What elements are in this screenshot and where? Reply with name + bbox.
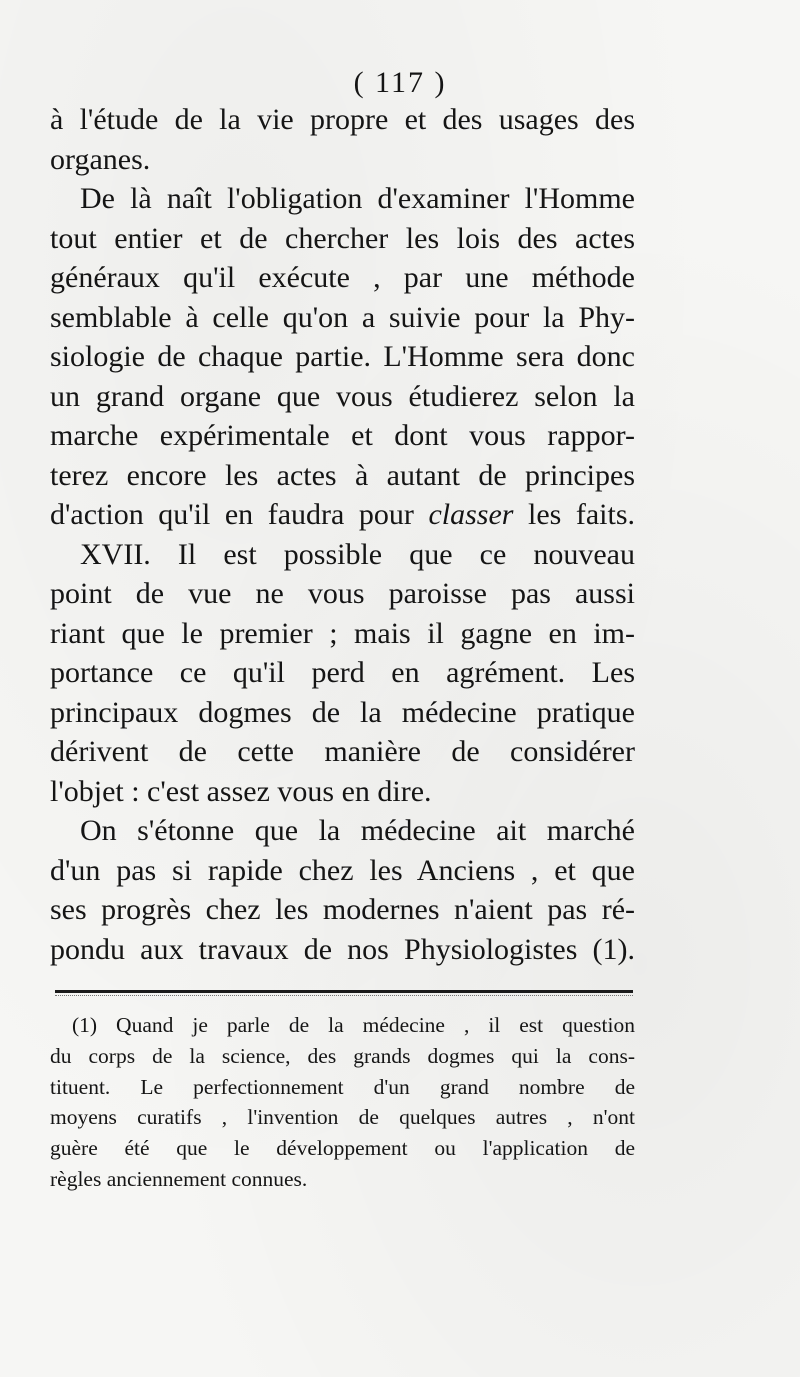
italic-word: classer bbox=[428, 498, 514, 531]
text-line-with-italic bbox=[50, 495, 635, 535]
footnote-line: règles anciennement connues. bbox=[50, 1166, 308, 1191]
text-line: semblable à celle qu'on a suivie pour la Phy- bbox=[50, 300, 635, 334]
text-line: point de vue ne vous paroisse pas aussi bbox=[50, 577, 635, 610]
text-segment: les faits. bbox=[527, 498, 636, 531]
footnote-line: (1) Quand je parle de la médecine , il est question bbox=[72, 1013, 635, 1037]
text-line: dérivent de cette manière de considérer bbox=[50, 735, 635, 768]
footnote-line: moyens curatifs , l'invention de quelques autres , n'ont bbox=[50, 1105, 635, 1130]
section-heading-line: XVII. Il est possible que ce nouveau bbox=[80, 537, 635, 571]
text-line: De là naît l'obligation d'examiner l'Homme bbox=[80, 182, 635, 215]
text-line: riant que le premier ; mais il gagne en im- bbox=[50, 616, 635, 650]
footnote-separator bbox=[55, 990, 633, 996]
page-number: ( 117 ) bbox=[353, 66, 447, 99]
text-line: terez encore les actes à autant de principes bbox=[50, 458, 635, 492]
text-line: siologie de chaque partie. L'Homme sera donc bbox=[50, 340, 635, 373]
text-line: portance ce qu'il perd en agrément. Les bbox=[50, 656, 635, 689]
footnote-line: guère été que le développement ou l'application de bbox=[50, 1136, 635, 1161]
text-line: pondu aux travaux de nos Physiologistes (1). bbox=[50, 932, 635, 966]
text-line: principaux dogmes de la médecine pratique bbox=[50, 695, 635, 729]
text-line: d'un pas si rapide chez les Anciens , et que bbox=[50, 853, 635, 887]
text-line: généraux qu'il exécute , par une méthode bbox=[50, 261, 635, 294]
text-line: On s'étonne que la médecine ait marché bbox=[80, 814, 635, 847]
footnote bbox=[50, 1010, 635, 1195]
text-line: marche expérimentale et dont vous rappor- bbox=[50, 419, 635, 452]
text-line: l'objet : c'est assez vous en dire. bbox=[50, 774, 432, 808]
text-line: organes. bbox=[50, 142, 151, 176]
text-line: à l'étude de la vie propre et des usages des bbox=[50, 103, 635, 136]
text-line: ses progrès chez les modernes n'aient pas ré- bbox=[50, 893, 635, 926]
text-line: tout entier et de chercher les lois des actes bbox=[50, 221, 635, 255]
footnote-line: tituent. Le perfectionnement d'un grand nombre de bbox=[50, 1074, 635, 1099]
text-segment: d'action qu'il en faudra pour bbox=[50, 498, 414, 531]
footnote-line: du corps de la science, des grands dogmes qui la cons- bbox=[50, 1043, 635, 1068]
main-text bbox=[50, 100, 635, 969]
text-line: un grand organe que vous étudierez selon la bbox=[50, 379, 635, 413]
